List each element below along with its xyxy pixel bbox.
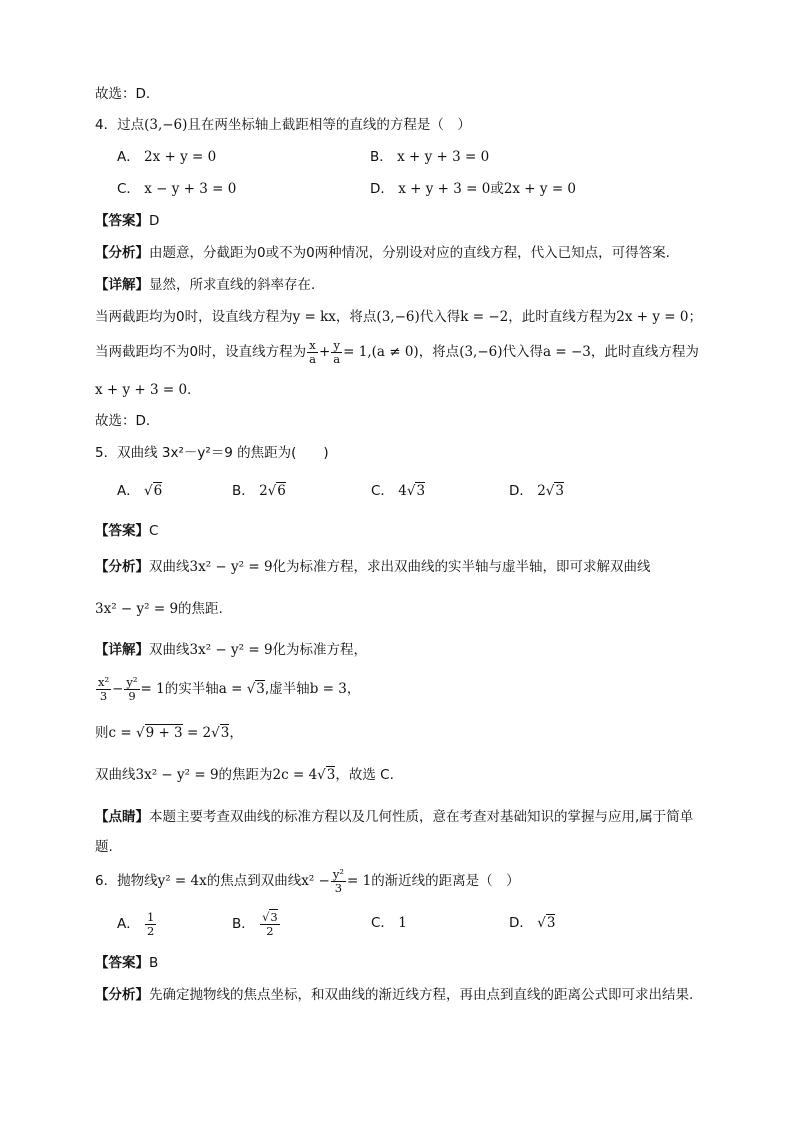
sqrt-icon: √ — [262, 909, 270, 924]
prev-select-line: 故选：D． — [95, 86, 160, 102]
sqrt-icon: √ — [246, 681, 256, 697]
q4-answer: 【答案】D — [95, 213, 160, 229]
fraction-1-over-2: $\frac{1}{2}$ — [147, 909, 155, 938]
sqrt-icon: √ — [135, 725, 145, 741]
q5-option-c: C． 4√3 — [371, 483, 426, 499]
sqrt-icon: √ — [144, 483, 153, 499]
sqrt-icon: √ — [211, 725, 220, 741]
fraction-y2-over-3: $\frac{\text{y²}}{3}$ — [332, 866, 344, 895]
q5-c-value: 则c = √9 + 3 = 2√3， — [95, 725, 243, 741]
sqrt-icon: √ — [317, 767, 326, 783]
q4-select: 故选：D． — [95, 413, 160, 429]
q5-detail: 【详解】双曲线3x² − y² = 9化为标准方程， — [95, 642, 368, 658]
q5-stem: 5．双曲线 3x²－y²＝9 的焦距为( ) — [95, 445, 329, 461]
q5-option-a: A． √6 — [117, 483, 163, 499]
q6-analysis: 【分析】先确定抛物线的焦点坐标，和双曲线的渐近线方程，再由点到直线的距离公式即可求出结果. — [95, 987, 694, 1003]
q6-option-c: C． 1 — [371, 915, 407, 931]
q4-case2-cont: x + y + 3 = 0． — [95, 382, 201, 398]
fraction-y-over-a: $\frac{y}{a}$ — [333, 337, 341, 366]
q4-stem: 4．过点(3,−6)且在两坐标轴上截距相等的直线的方程是（ ） — [95, 117, 471, 133]
q5-option-b: B． 2√6 — [232, 483, 286, 499]
q4-analysis: 【分析】由题意，分截距为0或不为0两种情况，分别设对应的直线方程，代入已知点，可得答案. — [95, 245, 670, 261]
q4-case1: 当两截距均为0时，设直线方程为y = kx，将点(3,−6)代入得k = −2，此时直线方程为2x + y = 0； — [95, 309, 702, 325]
q6-option-d: D． √3 — [509, 915, 556, 931]
sqrt-icon: √ — [406, 483, 416, 499]
q6-answer: 【答案】B — [95, 955, 159, 971]
sqrt-icon: √ — [267, 483, 277, 499]
q5-answer: 【答案】C — [95, 523, 159, 539]
q4-case2: 当两截距均不为0时，设直线方程为 $\frac{x}{a}$ + $\frac{y}{a}$ = 1,(a ≠ 0)，将点(3,−6)代入得a = −3，此时直线方程为 — [95, 337, 699, 366]
q4-option-b: B． x + y + 3 = 0 — [370, 149, 490, 165]
q4-option-a: A． 2x + y = 0 — [117, 149, 217, 165]
q5-focal: 双曲线3x² − y² = 9的焦距为2c = 4√3，故选 C. — [95, 767, 394, 783]
q4-option-d: D． x + y + 3 = 0或2x + y = 0 — [370, 181, 577, 197]
sqrt-icon: √ — [545, 483, 555, 499]
fraction-x2-over-3: $\frac{\text{x²}}{3}$ — [98, 674, 110, 703]
sqrt-icon: √ — [537, 915, 546, 931]
q6-stem: 6．抛物线y² = 4x的焦点到双曲线x² − $\frac{\text{y²}}{3}$ = 1的渐近线的距离是（ ） — [95, 866, 520, 895]
q5-standard-form: $\frac{\text{x²}}{3}$ − $\frac{\text{y²}}{9}$ = 1的实半轴a = √3,虚半轴b = 3， — [98, 674, 361, 703]
q6-option-a: A． $\frac{1}{2}$ — [117, 909, 155, 938]
fraction-sqrt3-over-2: $\frac{√3}{2}$ — [262, 909, 278, 938]
fraction-y2-over-9: $\frac{\text{y²}}{9}$ — [126, 674, 138, 703]
q5-analysis-cont: 3x² − y² = 9的焦距. — [95, 601, 223, 617]
q5-analysis: 【分析】双曲线3x² − y² = 9化为标准方程，求出双曲线的实半轴与虚半轴，即可求解双曲线 — [95, 559, 651, 575]
q6-option-b: B． $\frac{√3}{2}$ — [232, 909, 278, 938]
fraction-x-over-a: $\frac{x}{a}$ — [309, 337, 316, 366]
q4-option-c: C． x − y + 3 = 0 — [117, 181, 237, 197]
q4-detail: 【详解】显然，所求直线的斜率存在． — [95, 277, 325, 293]
q5-option-d: D． 2√3 — [509, 483, 564, 499]
q5-review: 【点睛】本题主要考查双曲线的标准方程以及几何性质，意在考查对基础知识的掌握与应用,属于简单题. — [95, 809, 694, 855]
